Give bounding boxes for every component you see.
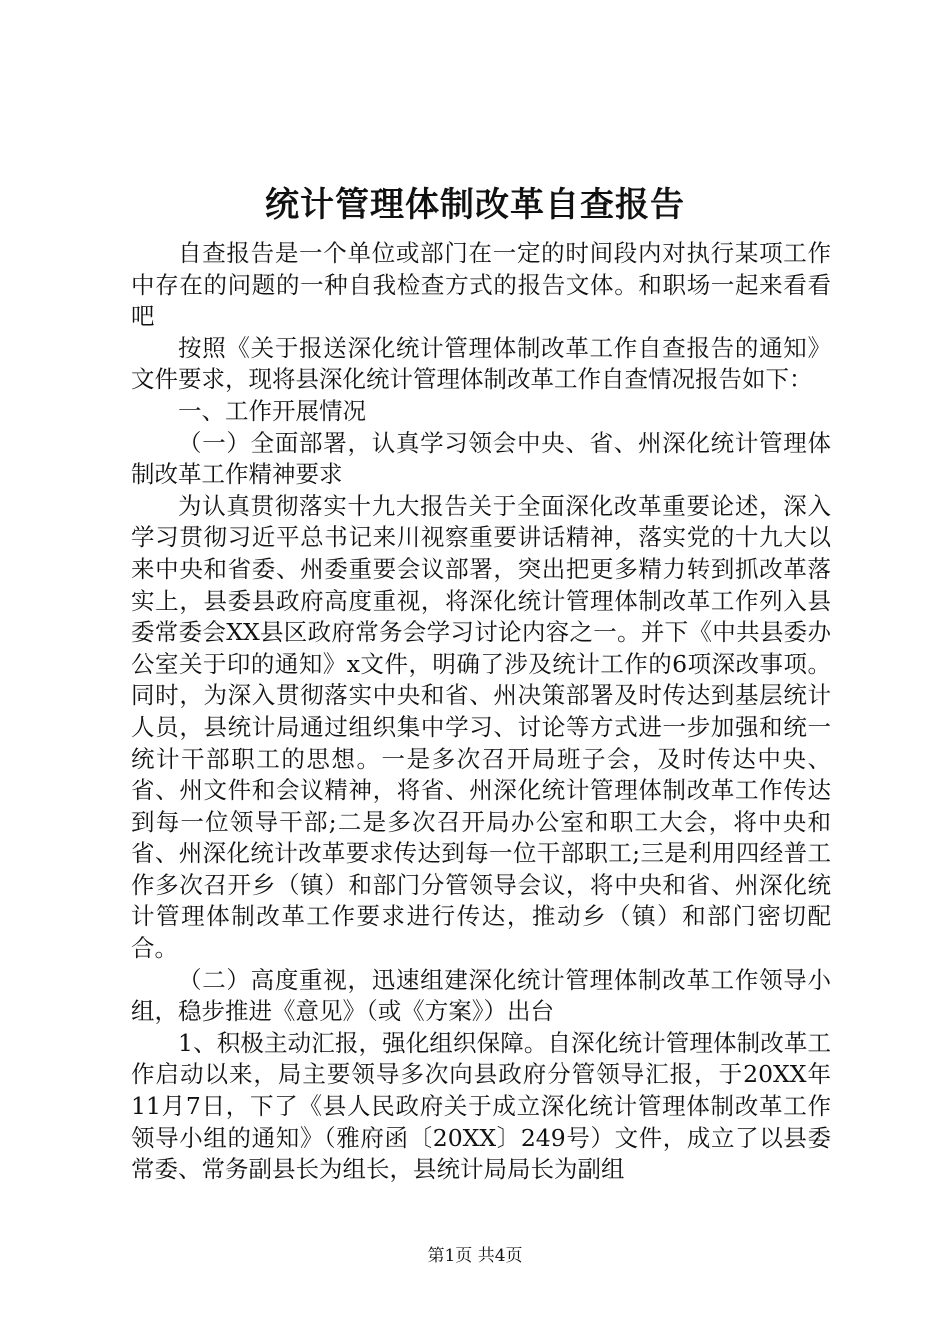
intro-paragraph: 自查报告是一个单位或部门在一定的时间段内对执行某项工作中存在的问题的一种自我检查方式的报告文体。和职场一起来看看吧	[131, 239, 831, 331]
body-paragraph-2: 1、积极主动汇报，强化组织保障。自深化统计管理体制改革工作启动以来，局主要领导多次向县政府分管领导汇报，于20XX年11月7日，下了《县人民政府关于成立深化统计管理体制改革工作领导小组的通知》（雅府函〔20XX〕249号）文件，成立了以县委常委、常务副县长为组长，县统计局局长为副组	[131, 1028, 831, 1184]
notice-paragraph: 按照《关于报送深化统计管理体制改革工作自查报告的通知》文件要求，现将县深化统计管理体制改革工作自查情况报告如下：	[131, 333, 831, 394]
document-title: 统计管理体制改革自查报告	[265, 185, 685, 225]
subsection-heading-1: （一）全面部署，认真学习领会中央、省、州深化统计管理体制改革工作精神要求	[131, 428, 831, 489]
subsection-heading-2: （二）高度重视，迅速组建深化统计管理体制改革工作领导小组，稳步推进《意见》（或《方案》）出台	[131, 965, 831, 1026]
document-body	[131, 238, 831, 1186]
body-paragraph-1: 为认真贯彻落实十九大报告关于全面深化改革重要论述，深入学习贯彻习近平总书记来川视察重要讲话精神，落实党的十九大以来中央和省委、州委重要会议部署，突出把更多精力转到抓改革落实上，县委县政府高度重视，将深化统计管理体制改革工作列入县委常委会XX县区政府常务会学习讨论内容之一。并下《中共县委办公室关于印的通知》x文件，明确了涉及统计工作的6项深改事项。同时，为深入贯彻落实中央和省、州决策部署及时传达到基层统计人员，县统计局通过组织集中学习、讨论等方式进一步加强和统一统计干部职工的思想。一是多次召开局班子会，及时传达中央、省、州文件和会议精神，将省、州深化统计管理体制改革工作传达到每一位领导干部;二是多次召开局办公室和职工大会，将中央和省、州深化统计改革要求传达到每一位干部职工;三是利用四经普工作多次召开乡（镇）和部门分管领导会议，将中央和省、州深化统计管理体制改革工作要求进行传达，推动乡（镇）和部门密切配合。	[131, 491, 831, 963]
page-footer: 第1页 共4页	[427, 1246, 523, 1266]
section-heading: 一、工作开展情况	[178, 396, 366, 425]
